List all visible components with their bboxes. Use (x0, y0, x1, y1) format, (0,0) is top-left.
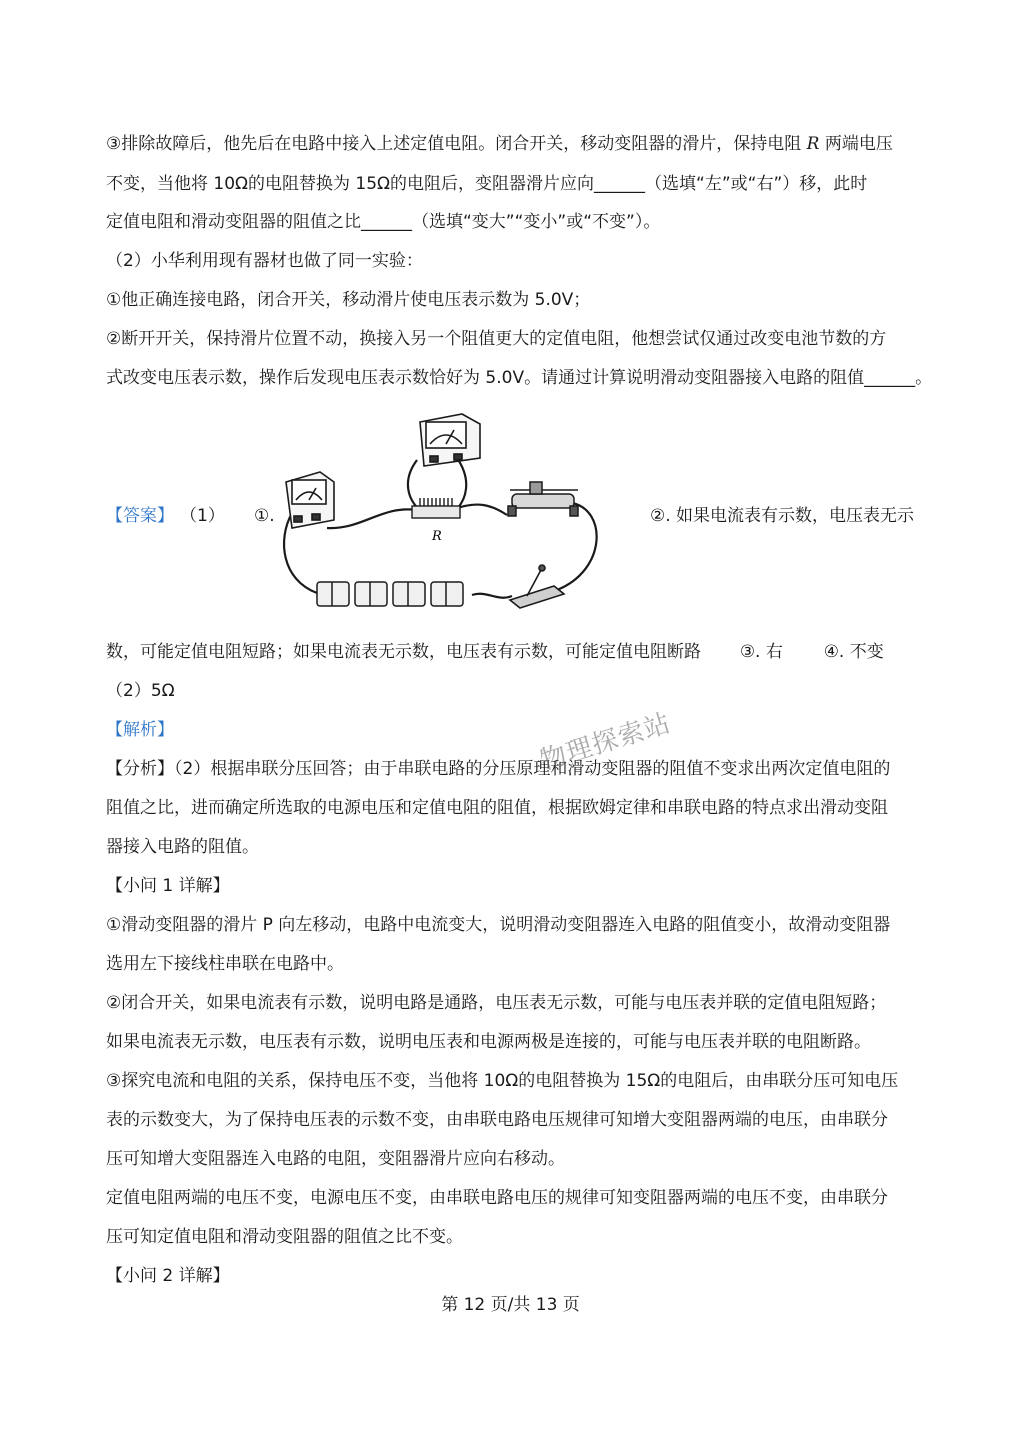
fixed-resistor-icon (412, 498, 460, 518)
watermark: 物理探索站 (536, 708, 675, 777)
page-footer: 第 12 页/共 13 页 (441, 1295, 580, 1315)
wire-voltmeter-right (454, 458, 466, 512)
sub1-line5: ③探究电流和电阻的关系，保持电压不变，当他将 10Ω的电阻替换为 15Ω的电阻后，由串联分压可知电压 (106, 1071, 899, 1091)
q3-text-a: ③排除故障后，他先后在电路中接入上述定值电阻。闭合开关，移动变阻器的滑片，保持电阻 (106, 134, 802, 154)
question-step2-line1: ②断开开关，保持滑片位置不动，换接入另一个阻值更大的定值电阻，他想尝试仅通过改变电池节数的方 (106, 329, 887, 349)
answer-item3: ③. 右 (739, 642, 783, 662)
sub1-line2: 选用左下接线柱串联在电路中。 (106, 954, 344, 974)
q3-text-b: 两端电压 (824, 134, 893, 154)
answer-line2-text: 数，可能定值电阻短路；如果电流表无示数，电压表有示数，可能定值电阻断路 (106, 642, 701, 662)
q3-resistor-symbol: R (806, 134, 820, 154)
question-step2-line2: 式改变电压表示数，操作后发现电压表示数恰好为 5.0V。请通过计算说明滑动变阻器接入电路的阻值______。 (106, 368, 933, 388)
sub1-line3: ②闭合开关，如果电流表有示数，说明电路是通路，电压表无示数，可能与电压表并联的定值电阻短路； (106, 993, 887, 1013)
circuit-diagram (272, 410, 608, 615)
analysis-line3: 器接入电路的阻值。 (106, 837, 259, 857)
question-q3-line3: 定值电阻和滑动变阻器的阻值之比______（选填“变大”“变小”或“不变”）。 (106, 212, 661, 232)
answer-line2 (106, 641, 884, 663)
wire-battery-switch (472, 594, 512, 598)
sub1-line9: 压可知定值电阻和滑动变阻器的阻值之比不变。 (106, 1227, 463, 1247)
sub1-line7: 压可知增大变阻器连入电路的电阻，变阻器滑片应向右移动。 (106, 1149, 565, 1169)
analysis-line1: 【分析】（2）根据串联分压回答；由于串联电路的分压原理和滑动变阻器的阻值不变求出两次定值电阻的 (106, 759, 891, 779)
analysis-line2: 阻值之比，进而确定所选取的电源电压和定值电阻的阻值，根据欧姆定律和串联电路的特点求出滑动变阻 (106, 798, 888, 818)
question-step1: ①他正确连接电路，闭合开关，移动滑片使电压表示数为 5.0V； (106, 290, 591, 310)
rheostat-icon (508, 482, 578, 516)
sub1-line4: 如果电流表无示数，电压表有示数，说明电压表和电源两极是连接的，可能与电压表并联的电阻断路。 (106, 1032, 871, 1052)
switch-icon (510, 565, 564, 608)
question-part2: （2）小华利用现有器材也做了同一实验： (106, 251, 423, 271)
answer-part1: （1） (180, 506, 225, 526)
sub2-title: 【小问 2 详解】 (106, 1266, 230, 1286)
answer-item1: ①. (254, 506, 275, 526)
sub1-line8: 定值电阻两端的电压不变，电源电压不变，由串联电路电压的规律可知变阻器两端的电压不变，由串联分 (106, 1188, 888, 1208)
voltmeter-icon (420, 414, 480, 466)
analysis-tag: 【解析】 (106, 720, 174, 740)
sub1-title: 【小问 1 详解】 (106, 876, 230, 896)
battery-pack-icon (317, 582, 463, 606)
question-q3-line2: 不变，当他将 10Ω的电阻替换为 15Ω的电阻后，变阻器滑片应向______（选填“左”或“右”）移，此时 (106, 174, 868, 194)
answer-tag: 【答案】 (106, 506, 174, 526)
ammeter-icon (286, 472, 334, 528)
sub1-line6: 表的示数变大，为了保持电压表的示数不变，由串联电路电压规律可知增大变阻器两端的电压，由串联分 (106, 1110, 888, 1130)
answer-part2: （2）5Ω (106, 681, 175, 701)
resistor-label: R (432, 529, 442, 544)
sub1-line1: ①滑动变阻器的滑片 P 向左移动，电路中电流变大，说明滑动变阻器连入电路的阻值变小，故滑动变阻器 (106, 915, 891, 935)
answer-item4: ④. 不变 (823, 642, 884, 662)
question-q3-line1 (106, 133, 893, 155)
answer-item2: ②. 如果电流表有示数，电压表无示 (650, 506, 915, 526)
wire-ammeter-resistor (327, 509, 417, 528)
